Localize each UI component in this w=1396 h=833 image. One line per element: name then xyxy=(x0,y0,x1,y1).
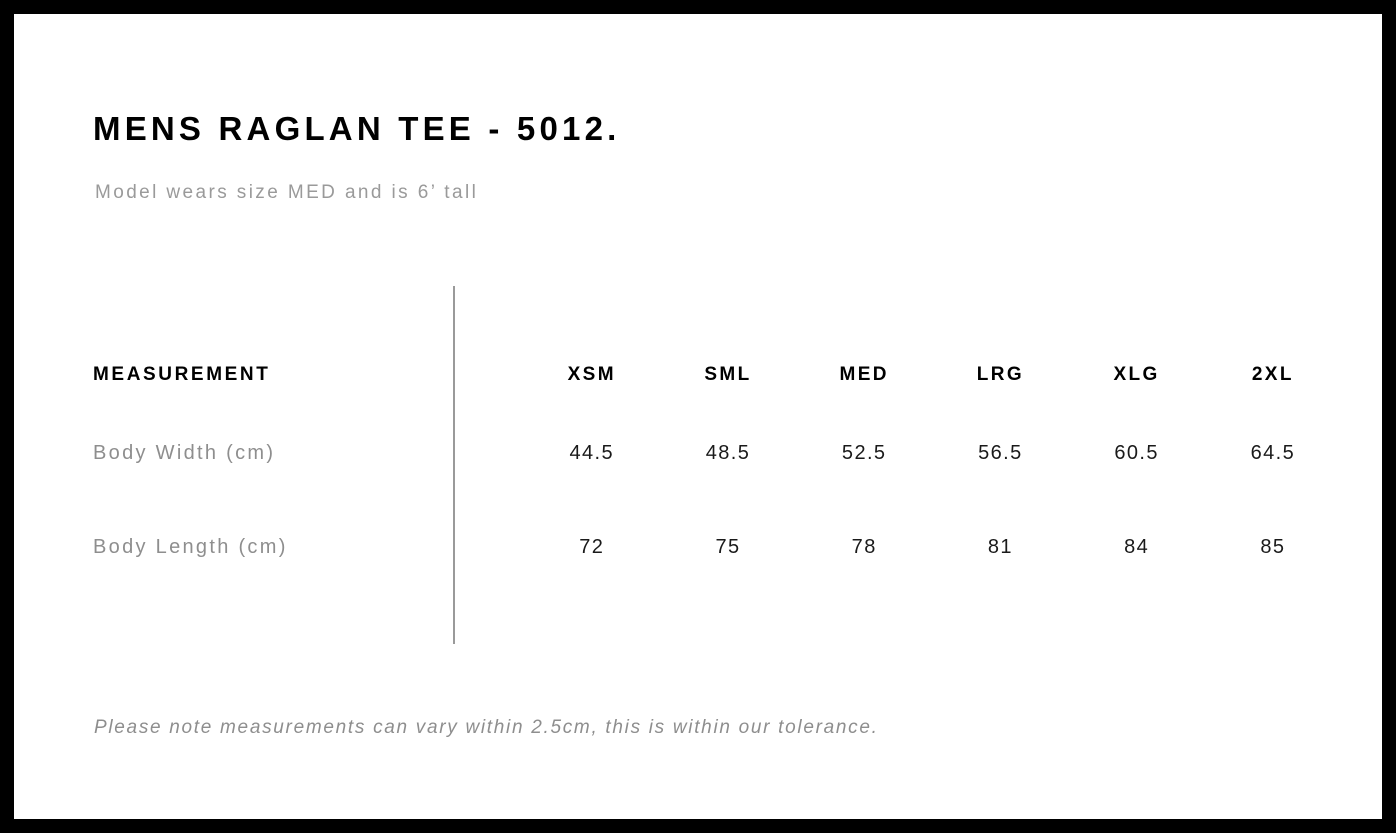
cell-body-length-xsm: 72 xyxy=(579,535,605,558)
table-row xyxy=(93,500,1341,594)
column-header-measurement: MEASUREMENT xyxy=(93,364,271,385)
column-header-xlg: XLG xyxy=(1113,364,1160,385)
cell-body-length-sml: 75 xyxy=(715,535,741,558)
column-header-sml: SML xyxy=(704,364,752,385)
tolerance-note: Please note measurements can vary within 2.5cm, this is within our tolerance. xyxy=(94,717,879,738)
cell-body-width-xsm: 44.5 xyxy=(569,441,615,464)
table-header-row xyxy=(93,344,1341,406)
column-header-lrg: LRG xyxy=(976,364,1025,385)
cell-body-length-med: 78 xyxy=(851,535,877,558)
cell-body-length-xlg: 84 xyxy=(1124,535,1150,558)
cell-body-length-lrg: 81 xyxy=(987,535,1013,558)
column-header-xsm: XSM xyxy=(567,364,616,385)
cell-body-width-med: 52.5 xyxy=(841,441,887,464)
cell-body-width-lrg: 56.5 xyxy=(978,441,1023,464)
cell-body-length-2xl: 85 xyxy=(1260,535,1286,558)
model-info-subtitle: Model wears size MED and is 6’ tall xyxy=(95,182,479,203)
column-header-2xl: 2XL xyxy=(1251,364,1294,385)
table-row xyxy=(93,406,1341,500)
cell-body-width-sml: 48.5 xyxy=(705,441,751,464)
size-table xyxy=(93,344,1341,594)
row-label-body-width: Body Width (cm) xyxy=(93,441,276,464)
column-header-med: MED xyxy=(839,364,889,385)
size-chart-content xyxy=(93,14,1342,819)
size-chart-page xyxy=(14,14,1382,819)
cell-body-width-2xl: 64.5 xyxy=(1250,441,1296,464)
row-label-body-length: Body Length (cm) xyxy=(93,535,288,558)
page-title: MENS RAGLAN TEE - 5012. xyxy=(93,110,621,147)
cell-body-width-xlg: 60.5 xyxy=(1114,441,1159,464)
